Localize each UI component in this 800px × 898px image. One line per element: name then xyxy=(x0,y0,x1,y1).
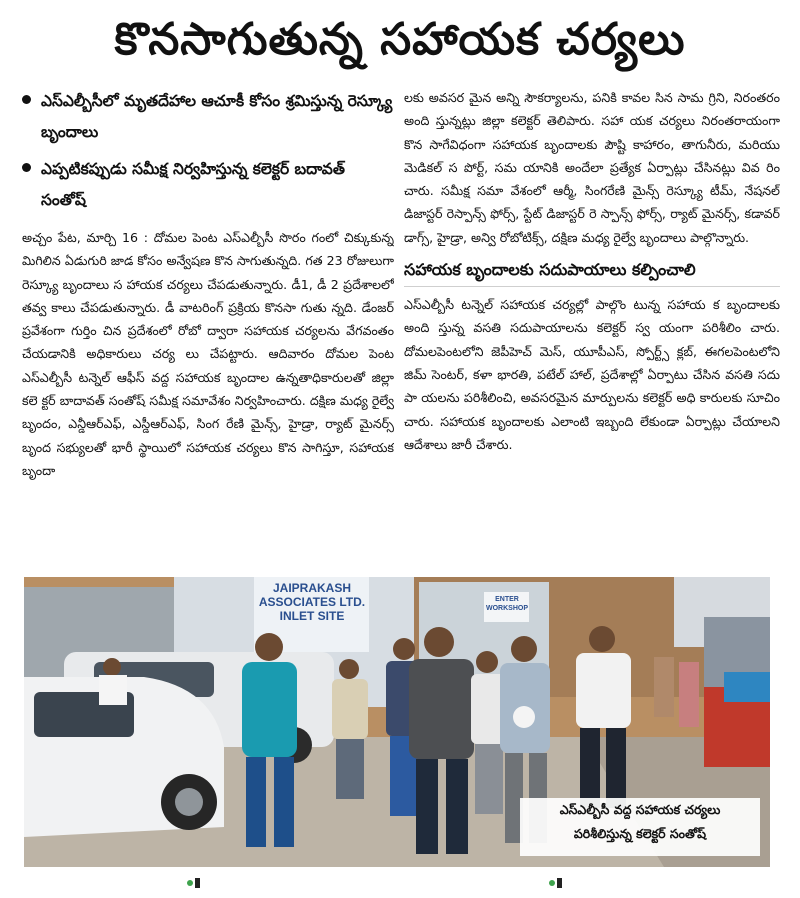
bullet-text: ఎస్ఎల్బీసీలో మృతదేహాల ఆచూకీ కోసం శ్రమిస్తున్న రెస్క్యూ బృందాలు xyxy=(41,92,393,141)
footer-logo-icon xyxy=(186,876,202,890)
right-column xyxy=(404,86,780,564)
subheading: సహాయక బృందాలకు సదుపాయాలు కల్పించాలి xyxy=(404,257,780,287)
article-body-right-1: లకు అవసర మైన అన్ని సౌకర్యాలను, పనికి కావల సిన సామ గ్రిని, నిరంతరం అంది స్తున్నట్లు జిల్లా కలెక్టర్ తెలిపారు. సహా యక చర్యలు నిరంతరాయంగా కొన సాగేవిధంగా సహాయక బృందాలకు పౌష్టి కాహారం, తాగునీరు, మరియు మెడికల్ స పోర్ట్, సమ యానికి అందేలా ప్రత్యేక ఏర్పాట్లు చేసినట్లు వివ రిం చారు. సమీక్ష సమా వేశంలో ఆర్మీ, సింగరేణి మైన్స్ రెస్క్యూ టీమ్, నేషనల్ డిజాస్టర్ రెస్పాన్స్ ఫోర్స్, స్టేట్ డిజాస్టర్ రె స్పాన్స్ ఫోర్స్, ర్యాట్ మైనర్స్, కడావర్ డాగ్స్, హైడ్రా, అన్వి రోబోటిక్స్, దక్షిణ మధ్య రైల్వే బృందాలు పాల్గొన్నారు. xyxy=(404,90,780,245)
bullet-point xyxy=(22,154,394,216)
sign-workshop: ENTER WORKSHOP xyxy=(486,596,528,612)
footer-logo-icon xyxy=(548,876,564,890)
bullet-point xyxy=(22,86,394,148)
sign-jaiprakash: JAIPRAKASH ASSOCIATES LTD. INLET SITE xyxy=(258,581,366,623)
left-column xyxy=(22,86,394,564)
photo-caption xyxy=(520,798,760,856)
news-photo xyxy=(24,577,770,867)
caption-line-1: ఎస్ఎల్బీసీ వద్ద సహాయక చర్యలు xyxy=(559,802,721,817)
bullet-dot-icon xyxy=(22,95,31,104)
bullet-text: ఎప్పటికప్పుడు సమీక్ష నిర్వహిస్తున్న కలెక్టర్ బదావత్ సంతోష్ xyxy=(41,160,345,209)
article-body-right-2: ఎస్ఎల్బీసీ టన్నెల్ సహాయక చర్యల్లో పాల్గొం టున్న సహాయ క బృందాలకు అంది స్తున్న వసతి సదుపాయాలను కలెక్టర్ స్వ యంగా పరిశీలిం చారు. దోమలపెంటలోని జెపీహెచ్ మెస్, యూపీఎస్, స్పోర్ట్స్ క్లబ్, ఈగలపెంటలోని జిమ్ సెంటర్, కళా భారతి, పటేల్ హాల్, ప్రదేశాల్లో ఏర్పాటు చేసిన వసతి సదు పా యలను పరిశీలించి, అవసరమైన మార్పులను కలెక్టర్ అధి కారులకు సూచిం చారు. సహాయక బృందాలకు ఎలాంటి ఇబ్బంది లేకుండా ఏర్పాట్లు చేయాలని ఆదేశాలు జారీ చేశారు. xyxy=(404,297,780,452)
article-body-left: అచ్చం పేట, మార్చి 16 : దోమల పెంట ఎస్ఎల్బీసీ సొరం గంలో చిక్కుకున్న మిగిలిన ఏడుగురి జాడ కోసం అన్వేషణ కొన సాగుతున్నది. గత 23 రోజులుగా రెస్క్యూ బృందాలు స హాయక చర్యలు చేపడుతున్నారు. డీ1, డీ 2 ప్రదేశాలలో తవ్వ కాలు చేపడుతున్నారు. డీ వాటరింగ్ ప్రక్రియ కొనసా గుతు న్నది. డేంజర్ ప్రవేశంగా గుర్తిం చిన ప్రదేశంలో రోబో ద్వారా సహాయక చర్యలను వేగవంతం చేయడానికి అధికారులు చర్య లు చేపట్టారు. ఆదివారం దోమల పెంట ఎస్ఎల్బీసీ టన్నెల్ ఆఫీస్ వద్ద సహాయక బృందాల ఉన్నతాధికారులతో జిల్లా కలె క్టర్ బాదావత్ సంతోష్ సమీక్ష సమావేశం నిర్వహించారు. దక్షిణ మధ్య రైల్వే బృందం, ఎన్డీఆర్ఎఫ్, ఎస్డీఆర్ఎఫ్, సింగ రేణి మైన్స్, హైడ్రా, ర్యాట్ మైనర్స్ బృంద సభ్యులతో భారీ స్థాయిలో సహాయక చర్యలు కొన సాగిస్తూ, సహాయక బృందా xyxy=(22,230,394,478)
headline: కొనసాగుతున్న సహాయక చర్యలు xyxy=(114,14,686,65)
caption-line-2: పరిశీలిస్తున్న కలెక్టర్ సంతోష్ xyxy=(573,826,707,841)
bullet-dot-icon xyxy=(22,163,31,172)
